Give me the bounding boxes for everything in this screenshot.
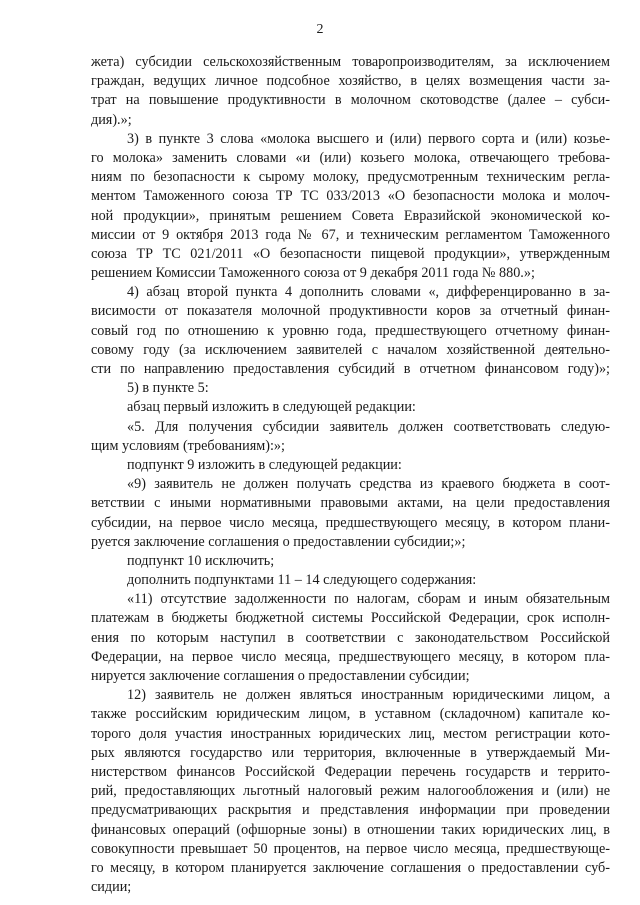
text-line: нистерством финансов Российской Федерации перечень государств и террито-	[91, 763, 610, 780]
text-line: Федерации, на первое число месяца, предшествующего месяцу, в котором пла-	[91, 648, 610, 665]
text-line: жета) субсидии сельскохозяйственным товаропроизводителям, за исключением	[91, 54, 610, 70]
text-line: совый год по отношению к уровню года, предшествующего отчетному финан-	[91, 322, 610, 339]
text-line: сидии;	[91, 879, 132, 896]
text-line: торого доля участия иностранных юридических лиц, местом регистрации кото-	[91, 725, 610, 742]
text-line: подпункт 10 исключить;	[127, 552, 275, 569]
text-line: го месяцу, в котором планируется заключение соглашения о предоставлении суб-	[91, 859, 610, 876]
text-line: миссии от 9 октября 2013 года № 67, и техническим регламентом Таможенного	[91, 226, 610, 243]
text-line: трат на повышение продуктивности в молочном скотоводстве (далее – субси-	[91, 92, 610, 109]
text-line: 4) абзац второй пункта 4 дополнить словами «, дифференцированно в за-	[127, 284, 610, 301]
text-line: ветствии с иными нормативными правовыми актами, на цели предоставления	[91, 495, 610, 512]
text-line: го молока» заменить словами «и (или) козьего молока, отвечающего требова-	[91, 149, 610, 166]
page-number: 2	[316, 22, 324, 37]
text-line: «11) отсутствие задолженности по налогам, сборам и иным обязательным	[127, 591, 610, 608]
text-line: дия).»;	[91, 111, 132, 128]
text-line: абзац первый изложить в следующей редакции:	[127, 399, 416, 416]
text-line: также российским юридическим лицом, в уставном (складочном) капитале ко-	[91, 706, 610, 723]
text-line: ной продукции», принятым решением Совета Евразийской экономической ко-	[91, 207, 610, 224]
body-text	[91, 53, 610, 897]
text-line: сти по направлению предоставления субсидий в отчетном финансовом году)»;	[91, 361, 610, 377]
text-line: 5) в пункте 5:	[127, 380, 209, 397]
text-line: совокупности превышает 50 процентов, на первое число месяца, предшествующе-	[91, 840, 610, 857]
text-line: «9) заявитель не должен получать средства из краевого бюджета в соот-	[127, 476, 610, 493]
text-line: висимости от показателя молочной продуктивности коров за отчетный финан-	[91, 303, 610, 320]
text-line: рий, предоставляющих льготный налоговый режим налогообложения и (или) не	[91, 783, 610, 800]
text-line: платежам в бюджеты бюджетной системы Российской Федерации, срок исполн-	[91, 610, 610, 627]
text-line: ения по которым наступил в соответствии с законодательством Российской	[91, 629, 610, 646]
text-line: «5. Для получения субсидии заявитель должен соответствовать следую-	[127, 418, 610, 435]
text-line: граждан, ведущих личное подсобное хозяйство, в целях возмещения части за-	[91, 73, 610, 90]
text-line: союза ТР ТС 021/2011 «О безопасности пищевой продукции», утвержденным	[91, 245, 610, 262]
text-line: ниям по безопасности к сырому молоку, предусмотренным техническим регла-	[91, 169, 610, 186]
text-line: совому году (за исключением заявителей с началом хозяйственной деятельно-	[91, 341, 610, 358]
text-line: 12) заявитель не должен являться иностранным юридическими лицом, а	[127, 687, 610, 704]
text-line: решением Комиссии Таможенного союза от 9 декабря 2011 года № 880.»;	[91, 265, 535, 282]
text-line: ментом Таможенного союза ТР ТС 033/2013 «О безопасности молока и молоч-	[91, 188, 610, 205]
text-line: нируется заключение соглашения о предоставлении субсидии;	[91, 668, 470, 684]
text-line: предусматривающих раскрытия и представления информации при проведении	[91, 802, 610, 819]
text-line: подпункт 9 изложить в следующей редакции:	[127, 456, 402, 473]
text-line: щим условиям (требованиям):»;	[91, 437, 285, 454]
text-line: финансовых операций (офшорные зоны) в отношении таких юридических лиц, в	[91, 821, 610, 838]
text-line: дополнить подпунктами 11 – 14 следующего содержания:	[127, 572, 477, 589]
text-line: руется заключение соглашения о предоставлении субсидии;»;	[91, 533, 466, 550]
text-line: рых являются государство или территория, включенные в утверждаемый Ми-	[91, 744, 610, 761]
text-line: субсидии, на первое число месяца, предшествующего месяцу, в котором плани-	[91, 514, 610, 531]
text-line: 3) в пункте 3 слова «молока высшего и (или) первого сорта и (или) козье-	[127, 130, 610, 147]
